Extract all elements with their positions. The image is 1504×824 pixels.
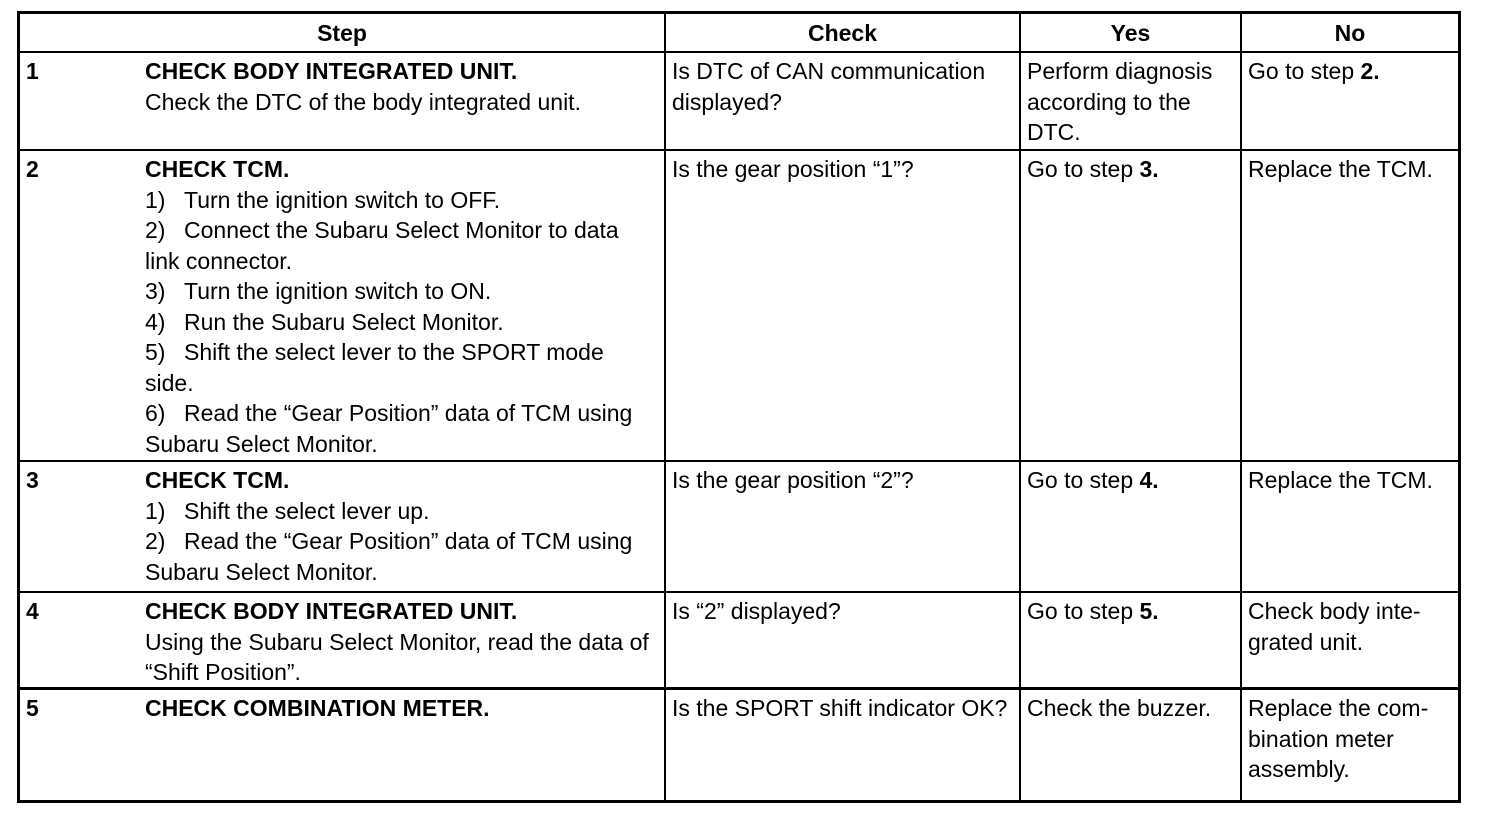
- substep: [145, 307, 658, 338]
- step-content: [145, 596, 658, 687]
- no-text: Replace the TCM.: [1248, 156, 1433, 182]
- substep-number: 2): [145, 217, 166, 243]
- substep: [145, 526, 658, 587]
- substep: [145, 337, 658, 398]
- header-check: Check: [666, 14, 1021, 53]
- header-yes: Yes: [1021, 14, 1242, 53]
- header-no: No: [1242, 14, 1458, 53]
- yes-step-ref: 4.: [1139, 467, 1159, 493]
- yes-cell: [1021, 690, 1242, 800]
- yes-text: Perform diagnosis according to the DTC.: [1027, 58, 1213, 145]
- substep-number: 4): [145, 308, 166, 335]
- no-text: Check body inte-grated unit.: [1248, 598, 1421, 655]
- yes-text: Check the buzzer.: [1027, 695, 1212, 721]
- no-text: Replace the TCM.: [1248, 467, 1433, 493]
- step-number: 5: [26, 695, 39, 721]
- table-row-step: [20, 151, 666, 462]
- step-title: CHECK COMBINATION METER.: [145, 695, 490, 721]
- substep-text: Turn the ignition switch to ON.: [184, 278, 492, 304]
- substep: [145, 496, 658, 527]
- step-number: 3: [26, 467, 39, 493]
- yes-step-ref: 5.: [1139, 598, 1159, 624]
- step-title: CHECK TCM.: [145, 156, 290, 182]
- step-content: [145, 465, 658, 591]
- no-cell: [1242, 462, 1458, 593]
- substep-number: 5): [145, 339, 166, 365]
- substep-number: 1): [145, 186, 166, 213]
- step-title: CHECK BODY INTEGRATED UNIT.: [145, 598, 518, 624]
- substep-text: Shift the select lever up.: [184, 497, 430, 524]
- no-cell: [1242, 151, 1458, 462]
- substep-text: Read the “Gear Position” data of TCM using Subaru Select Monitor.: [145, 400, 633, 457]
- step-description: Using the Subaru Select Monitor, read the data of “Shift Position”.: [145, 628, 649, 685]
- step-content: [145, 693, 658, 800]
- diagnostic-table: [17, 11, 1461, 803]
- header-step: Step: [20, 14, 666, 53]
- no-text: Go to step: [1248, 58, 1361, 84]
- yes-cell: [1021, 462, 1242, 593]
- step-number: 2: [26, 156, 39, 182]
- no-cell: [1242, 690, 1458, 800]
- step-content: [145, 154, 658, 460]
- substep: [145, 398, 658, 459]
- substep-number: 6): [145, 400, 166, 426]
- substep-number: 1): [145, 497, 166, 524]
- table-row-step: [20, 53, 666, 151]
- yes-step-ref: 3.: [1139, 156, 1159, 182]
- substep: [145, 276, 658, 307]
- substep-text: Run the Subaru Select Monitor.: [184, 308, 504, 335]
- substep-text: Read the “Gear Position” data of TCM using Subaru Select Monitor.: [145, 528, 633, 585]
- substep-number: 2): [145, 528, 166, 554]
- no-cell: [1242, 53, 1458, 151]
- table-row-step: [20, 593, 666, 690]
- check-cell: Is the gear position “1”?: [666, 151, 1021, 462]
- yes-cell: [1021, 53, 1242, 151]
- check-cell: Is the SPORT shift indicator OK?: [666, 690, 1021, 800]
- substep-text: Turn the ignition switch to OFF.: [184, 186, 501, 213]
- no-step-ref: 2.: [1360, 58, 1380, 84]
- step-description: Check the DTC of the body integrated unit.: [145, 88, 581, 115]
- step-title: CHECK BODY INTEGRATED UNIT.: [145, 58, 518, 84]
- substep-number: 3): [145, 278, 166, 304]
- substep-text: Shift the select lever to the SPORT mode side.: [145, 339, 604, 396]
- yes-text: Go to step: [1027, 598, 1140, 624]
- check-cell: Is the gear position “2”?: [666, 462, 1021, 593]
- table-row-step: [20, 690, 666, 800]
- table-row-step: [20, 462, 666, 593]
- substep: [145, 185, 658, 216]
- no-cell: [1242, 593, 1458, 690]
- yes-text: Go to step: [1027, 156, 1140, 182]
- substep: [145, 215, 658, 276]
- yes-cell: [1021, 593, 1242, 690]
- step-title: CHECK TCM.: [145, 467, 290, 493]
- check-cell: Is DTC of CAN communication displayed?: [666, 53, 1021, 151]
- step-number: 4: [26, 598, 39, 624]
- no-text: Replace the com-bination meter assembly.: [1248, 695, 1429, 782]
- yes-cell: [1021, 151, 1242, 462]
- yes-text: Go to step: [1027, 467, 1140, 493]
- check-cell: Is “2” displayed?: [666, 593, 1021, 690]
- step-content: [145, 56, 658, 149]
- substep-text: Connect the Subaru Select Monitor to data link connector.: [145, 217, 619, 274]
- step-number: 1: [26, 58, 39, 84]
